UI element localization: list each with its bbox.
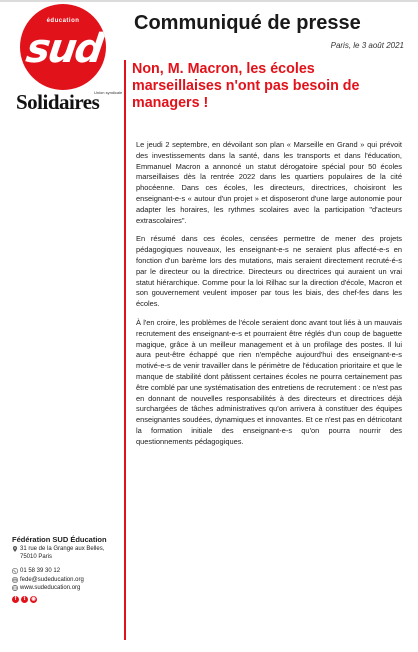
web-text[interactable]: www.sudeducation.org [20, 585, 81, 591]
address-line-1: 31 rue de la Grange aux Belles, [20, 546, 105, 552]
twitter-icon[interactable]: t [21, 596, 28, 603]
phone-text[interactable]: 01 58 39 30 12 [20, 568, 61, 574]
web-line [12, 585, 122, 593]
paragraph-3: À l'en croire, les problèmes de l'école seraient donc avant tout liés à un mauvais recrutement des enseignant-e-s et pourraient être réglés d'un coup de baguette magique, grâce à un meilleur management et à un profilage des postes. Il lui aura peut-être échappé que rien n'empêche aujourd'hui des enseignant-e-s motivé-e-s de venir travailler dans le périmètre de l'éducation prioritaire et que le manque de stabilité dont pâtissent certaines écoles ne pourra certainement pas être comblé par une systématisation des entretiens de recrutement : ce n'est pas en donnant de nouvelles responsabilités à des directeurs et directrices déjà surchargées de tâches administratives qu'on arrivera à constituer des équipes enseignantes soudées, dynamiques et innovantes. Et ce n'est pas en détricotant la formation initiale des enseignant-e-s qu'on pourra nourrir des questionnements pédagogiques. [136, 317, 403, 446]
contact-block [12, 535, 122, 603]
paragraph-2: En résumé dans ces écoles, censées permettre de mener des projets pédagogiques nouveaux, les enseignant-e-s ne seraient plus affecté-e-s en fonction d'un barème lors des mutations, mais seraient directement recruté-é-s par le directeur ou la directrice. Directeurs ou directrices qui auraient un vrai statut hiérarchique. Comme pour la loi Rilhac sur la direction d'école, Macron et son gouvernement veulent imposer par tous les biais, des chef-fes dans les écoles. [136, 234, 402, 309]
facebook-icon[interactable]: f [12, 596, 19, 603]
instagram-icon[interactable]: ◉ [31, 595, 36, 602]
sud-solidaires-logo [14, 4, 123, 114]
logo-union-text: Union syndicale [94, 90, 123, 95]
logo-brand-text: Solidaires [16, 90, 100, 114]
web-icon [12, 585, 18, 591]
address-line-2: 75010 Paris [20, 553, 53, 560]
paragraph-1: Le jeudi 2 septembre, en dévoilant son plan « Marseille en Grand » qui prévoit des investissements dans la santé, dans les transports et dans l'éducation, Emmanuel Macron a annoncé un statut dérogatoire spécial pour 50 écoles marseillaises dès la rentrée 2022 dans les quartiers populaires de la cité phocéenne. Dans ces écoles, les directeurs, directrices, choisiront les enseignant-e-s « autour d'un projet » et disposeront d'une large autonomie pour adapter les horaires, les rythmes scolaires avec la participation "d'acteurs extrascolaires". [136, 140, 402, 225]
phone-line [12, 568, 122, 576]
location-icon [12, 546, 18, 552]
email-line [12, 577, 122, 585]
email-icon [12, 577, 18, 583]
social-icons [12, 596, 122, 603]
article-body [136, 140, 402, 456]
page-title: Communiqué de presse [134, 12, 361, 34]
logo-circle [20, 4, 106, 90]
email-text[interactable]: fede@sudeducation.org [20, 576, 84, 583]
logo-top-text: éducation [46, 18, 80, 24]
headline: Non, M. Macron, les écoles marseillaises n'ont pas besoin de managers ! [132, 61, 360, 111]
press-date: Paris, le 3 août 2021 [330, 41, 404, 50]
address-line [12, 546, 122, 561]
phone-icon [12, 568, 18, 574]
logo-sud-text: sud [23, 26, 105, 72]
page-top-border [0, 0, 418, 2]
red-vertical-rule [124, 60, 126, 640]
address-text [20, 546, 104, 561]
org-name: Fédération SUD Éducation [12, 535, 107, 544]
